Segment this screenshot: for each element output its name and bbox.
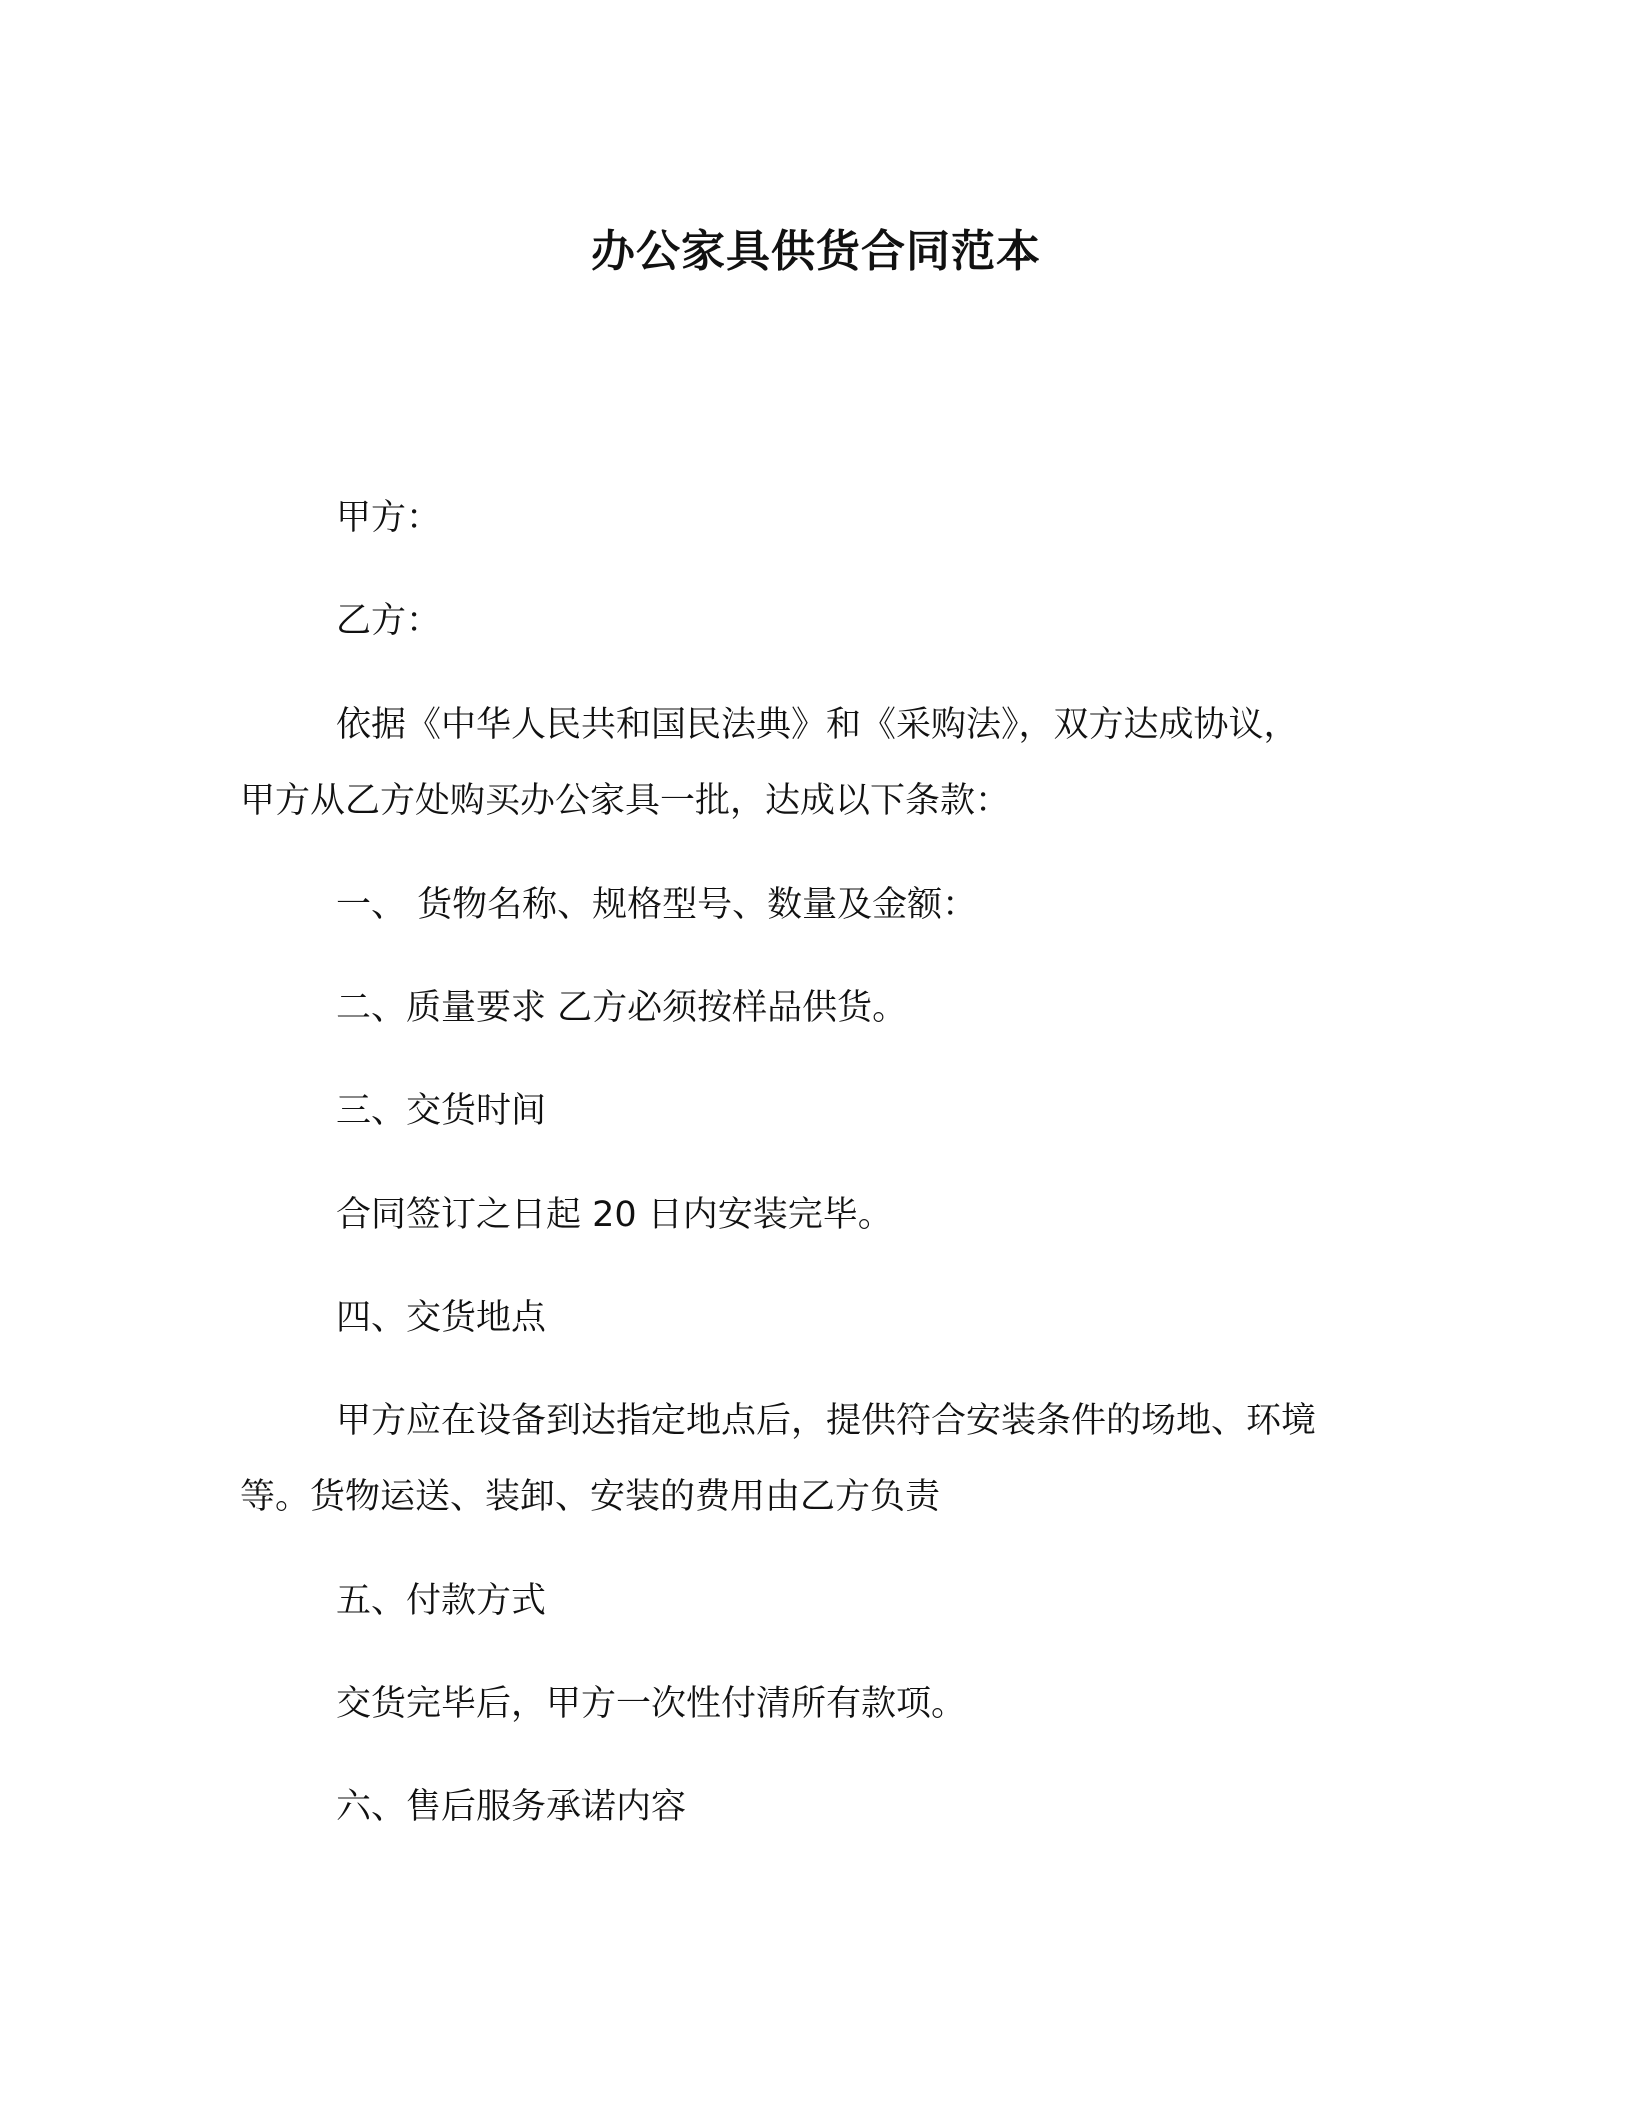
section-3-body: 合同签订之日起 20 日内安装完毕。 (336, 1195, 893, 1235)
section-4-body-line-2: 等。货物运送、装卸、安装的费用由乙方负责 (240, 1477, 941, 1517)
section-5-heading: 五、付款方式 (336, 1581, 547, 1621)
section-4-body-line-1: 甲方应在设备到达指定地点后，提供符合安装条件的场地、环境 (336, 1401, 1317, 1441)
section-1-heading: 一、 货物名称、规格型号、数量及金额： (336, 885, 978, 925)
section-4-heading: 四、交货地点 (336, 1298, 547, 1338)
section-3-heading: 三、交货时间 (336, 1091, 547, 1131)
section-5-body: 交货完毕后，甲方一次性付清所有款项。 (336, 1684, 967, 1724)
section-6-heading: 六、售后服务承诺内容 (336, 1787, 687, 1827)
intro-paragraph-line-2: 甲方从乙方处购买办公家具一批，达成以下条款： (240, 781, 1011, 821)
section-2-heading: 二、质量要求 乙方必须按样品供货。 (336, 988, 908, 1028)
intro-paragraph-line-1: 依据《中华人民共和国民法典》和《采购法》，双方达成协议， (336, 705, 1299, 745)
document-title: 办公家具供货合同范本 (591, 226, 1041, 277)
party-b-label: 乙方： (336, 601, 442, 641)
party-a-label: 甲方： (336, 498, 442, 538)
